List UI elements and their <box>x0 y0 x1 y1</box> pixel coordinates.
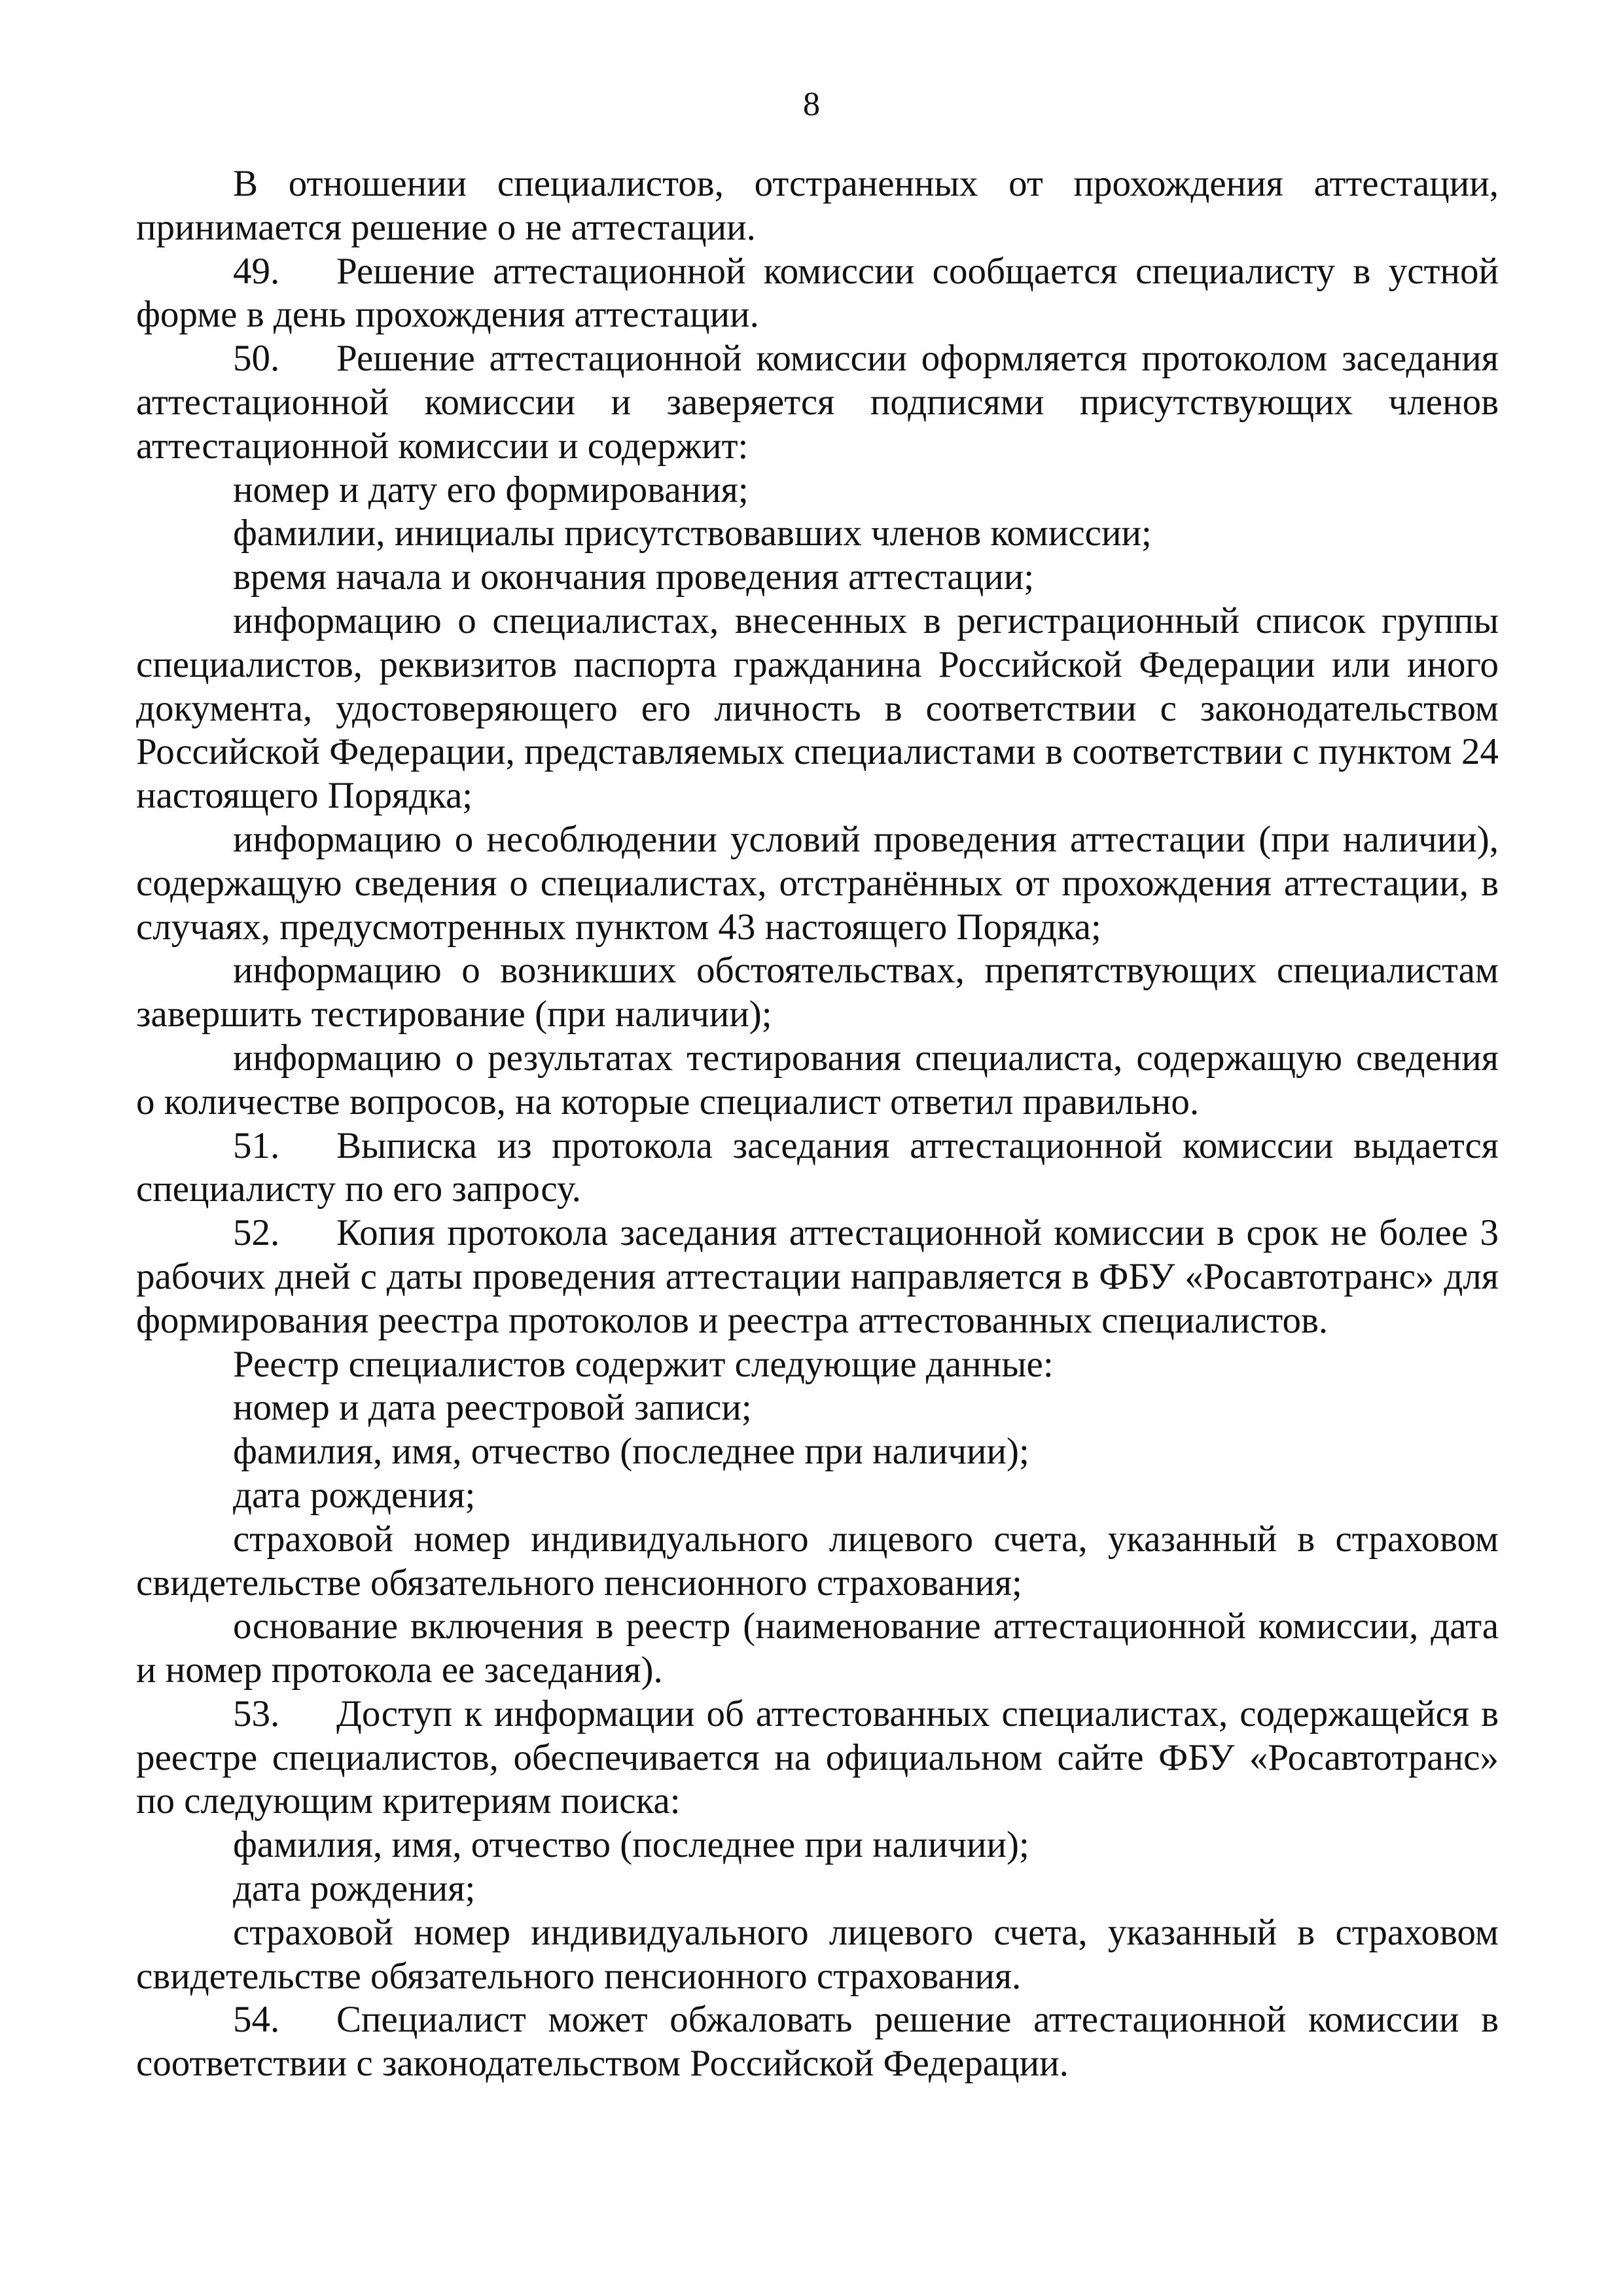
clause-53 <box>136 1693 1499 1823</box>
paragraph-text: информацию о возникших обстоятельствах, препятствующих специалистам завершить тестирование (при наличии); <box>136 950 1499 1035</box>
list-item <box>136 1823 1499 1867</box>
list-item <box>136 1037 1499 1124</box>
list-item <box>136 1343 1499 1387</box>
list-item <box>136 1867 1499 1911</box>
paragraph-text: страховой номер индивидуального лицевого счета, указанный в страховом свидетельстве обязательного пенсионного страхования. <box>136 1911 1499 1997</box>
paragraph-text: фамилии, инициалы присутствовавших членов комиссии; <box>233 512 1152 554</box>
list-item <box>136 1911 1499 1999</box>
list-item <box>136 556 1499 600</box>
clause-49 <box>136 250 1499 338</box>
paragraph-text: основание включения в реестр (наименование аттестационной комиссии, дата и номер протокола ее заседания). <box>136 1605 1499 1691</box>
paragraph-text: номер и дату его формирования; <box>233 469 749 511</box>
clause-50 <box>136 337 1499 468</box>
paragraph <box>136 162 1499 250</box>
paragraph-text: Специалист может обжаловать решение аттестационной комиссии в соответствии с законодательством Российской Федерации. <box>136 1999 1499 2085</box>
clause-52 <box>136 1211 1499 1342</box>
page-number: 8 <box>803 86 820 123</box>
list-item <box>136 512 1499 556</box>
list-item <box>136 1430 1499 1474</box>
list-item <box>136 1386 1499 1430</box>
document-body <box>136 162 1499 2086</box>
list-item <box>136 1605 1499 1693</box>
paragraph-text: Решение аттестационной комиссии сообщается специалисту в устной форме в день прохождения аттестации. <box>136 250 1499 336</box>
list-item <box>136 600 1499 818</box>
paragraph-text: дата рождения; <box>233 1474 476 1516</box>
paragraph-text: дата рождения; <box>233 1868 476 1910</box>
paragraph-text: фамилия, имя, отчество (последнее при наличии); <box>233 1431 1029 1473</box>
paragraph-text: время начала и окончания проведения аттестации; <box>233 556 1035 598</box>
clause-number: 51. <box>233 1124 280 1166</box>
paragraph-text: Решение аттестационной комиссии оформляется протоколом заседания аттестационной комиссии и заверяется подписями присутствующих членов аттестационной комиссии и содержит: <box>136 338 1499 467</box>
paragraph-text: В отношении специалистов, отстраненных от прохождения аттестации, принимается решение о не аттестации. <box>136 163 1499 248</box>
paragraph-text: Копия протокола заседания аттестационной комиссии в срок не более 3 рабочих дней с даты проведения аттестации направляется в ФБУ «Росавтотранс» для формирования реестра протоколов и реестра аттестованных специалистов. <box>136 1212 1499 1341</box>
list-item <box>136 469 1499 512</box>
clause-number: 52. <box>233 1212 280 1254</box>
clause-number: 49. <box>233 250 280 292</box>
clause-number: 54. <box>233 1999 280 2041</box>
paragraph-text: фамилия, имя, отчество (последнее при наличии); <box>233 1824 1029 1866</box>
list-item <box>136 1474 1499 1518</box>
paragraph-text: Доступ к информации об аттестованных специалистах, содержащейся в реестре специалистов, обеспечивается на официальном сайте ФБУ «Росавтотранс» по следующим критериям поиска: <box>136 1693 1499 1822</box>
paragraph-text: страховой номер индивидуального лицевого счета, указанный в страховом свидетельстве обязательного пенсионного страхования; <box>136 1518 1499 1604</box>
paragraph-text: номер и дата реестровой записи; <box>233 1387 752 1429</box>
list-item <box>136 818 1499 949</box>
clause-51 <box>136 1124 1499 1212</box>
paragraph-text: информацию о результатах тестирования специалиста, содержащую сведения о количестве вопросов, на которые специалист ответил правильно. <box>136 1037 1499 1122</box>
paragraph-text: информацию о специалистах, внесенных в регистрационный список группы специалистов, реквизитов паспорта гражданина Российской Федерации или иного документа, удостоверяющего его личность в соответствии с законодательством Российской Федерации, представляемых специалистами в соответствии с пунктом 24 настоящего Порядка; <box>136 600 1499 817</box>
list-item <box>136 1518 1499 1605</box>
list-item <box>136 949 1499 1037</box>
clause-54 <box>136 1998 1499 2086</box>
paragraph-text: информацию о несоблюдении условий проведения аттестации (при наличии), содержащую сведения о специалистах, отстранённых от прохождения аттестации, в случаях, предусмотренных пунктом 43 настоящего Порядка; <box>136 818 1499 948</box>
paragraph-text: Реестр специалистов содержит следующие данные: <box>233 1343 1054 1385</box>
paragraph-text: Выписка из протокола заседания аттестационной комиссии выдается специалисту по его запросу. <box>136 1124 1499 1210</box>
clause-number: 53. <box>233 1693 280 1734</box>
clause-number: 50. <box>233 338 280 380</box>
